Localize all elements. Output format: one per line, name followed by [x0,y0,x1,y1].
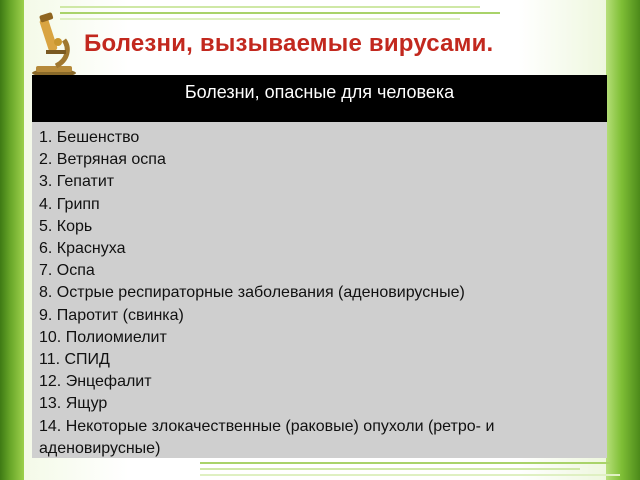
list-item: 6. Краснуха [39,240,126,258]
list-item: 13. Ящур [39,395,108,413]
list-item: 8. Острые респираторные заболевания (аденовирусные) [39,284,465,302]
list-item: 5. Корь [39,217,93,235]
list-item: 10. Полиомиелит [39,328,167,346]
right-green-border [606,0,640,480]
decor-line [60,18,460,20]
list-item: 1. Бешенство [39,129,140,146]
list-item: 4. Грипп [39,195,100,213]
left-green-border [0,0,24,480]
list-item: 2. Ветряная оспа [39,151,166,169]
disease-list [32,122,607,458]
list-item: 3. Гепатит [39,173,115,191]
list-item: 7. Оспа [39,262,95,280]
decor-line [60,6,480,8]
decor-line [200,462,610,464]
decor-line [200,474,620,476]
table-header [32,75,607,122]
decor-line [200,468,580,470]
slide-title: Болезни, вызываемые вирусами. [84,30,494,57]
list-item: 9. Паротит (свинка) [39,306,184,324]
decor-line [60,12,500,14]
list-item: 14. Некоторые злокачественные (раковые) опухоли (ретро- и аденовирусные) [39,417,495,457]
list-item: 11. СПИД [39,351,110,369]
table-header-text: Болезни, опасные для человека [184,82,455,102]
list-item: 12. Энцефалит [39,373,152,391]
microscope-icon [26,10,82,78]
